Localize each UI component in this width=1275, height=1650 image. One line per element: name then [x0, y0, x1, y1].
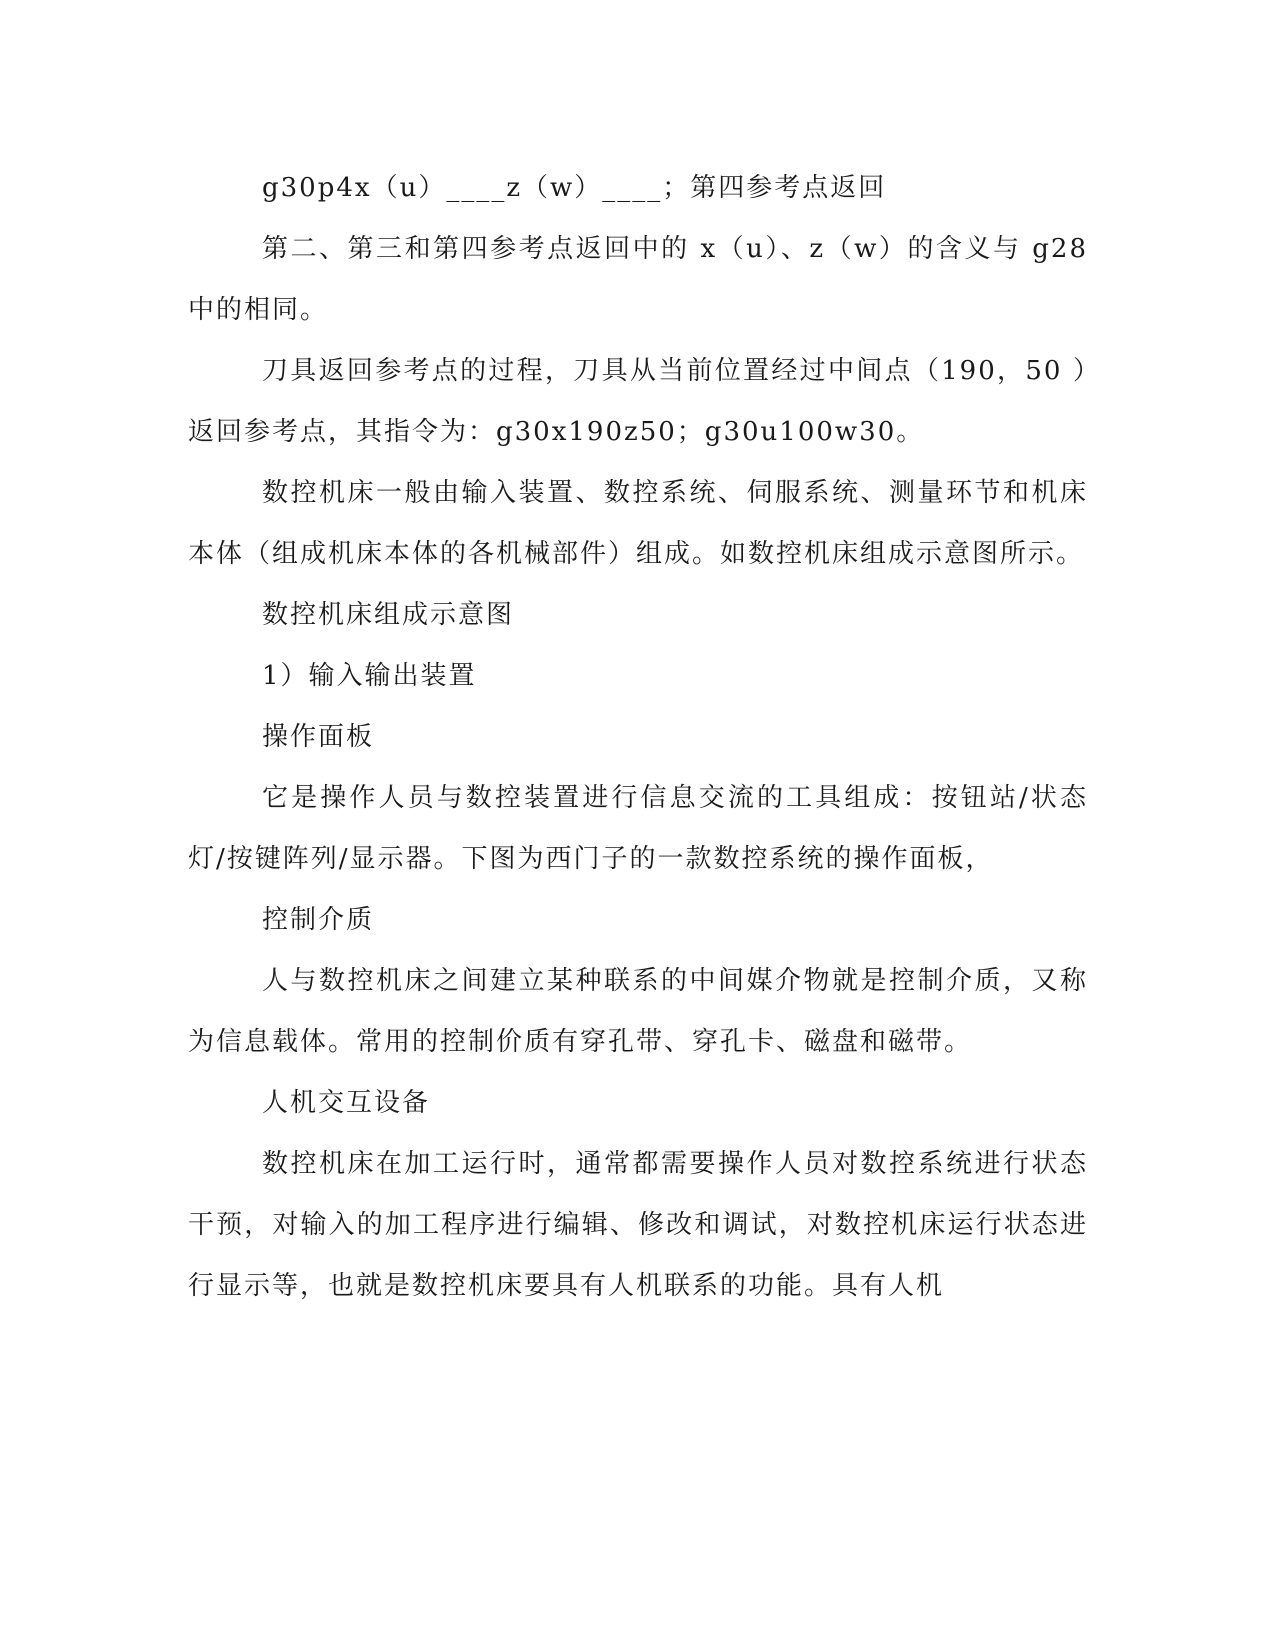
paragraph: 数控机床一般由输入装置、数控系统、伺服系统、测量环节和机床本体（组成机床本体的各机械部件）组成。如数控机床组成示意图所示。	[188, 478, 1088, 569]
paragraph: 它是操作人员与数控装置进行信息交流的工具组成：按钮站/状态灯/按键阵列/显示器。下图为西门子的一款数控系统的操作面板，	[188, 783, 1088, 874]
document-body	[188, 158, 1088, 1317]
figure-caption: 数控机床组成示意图	[262, 600, 515, 630]
paragraph: 刀具返回参考点的过程，刀具从当前位置经过中间点（190，50 ）返回参考点，其指令为：g30x190z50；g30u100w30。	[188, 356, 1088, 447]
subsection-heading: 操作面板	[262, 722, 375, 752]
subsection-heading: 人机交互设备	[262, 1088, 431, 1118]
section-heading: 1）输入输出装置	[262, 661, 477, 691]
paragraph: 人与数控机床之间建立某种联系的中间媒介物就是控制介质，又称为信息载体。常用的控制价质有穿孔带、穿孔卡、磁盘和磁带。	[188, 966, 1088, 1057]
subsection-heading: 控制介质	[262, 905, 375, 935]
paragraph: 第二、第三和第四参考点返回中的 x（u）、z（w）的含义与 g28 中的相同。	[188, 234, 1088, 325]
paragraph: g30p4x（u）____z（w）____；第四参考点返回	[262, 173, 887, 203]
paragraph: 数控机床在加工运行时，通常都需要操作人员对数控系统进行状态干预，对输入的加工程序进行编辑、修改和调试，对数控机床运行状态进行显示等，也就是数控机床要具有人机联系的功能。具有人机	[188, 1149, 1088, 1301]
